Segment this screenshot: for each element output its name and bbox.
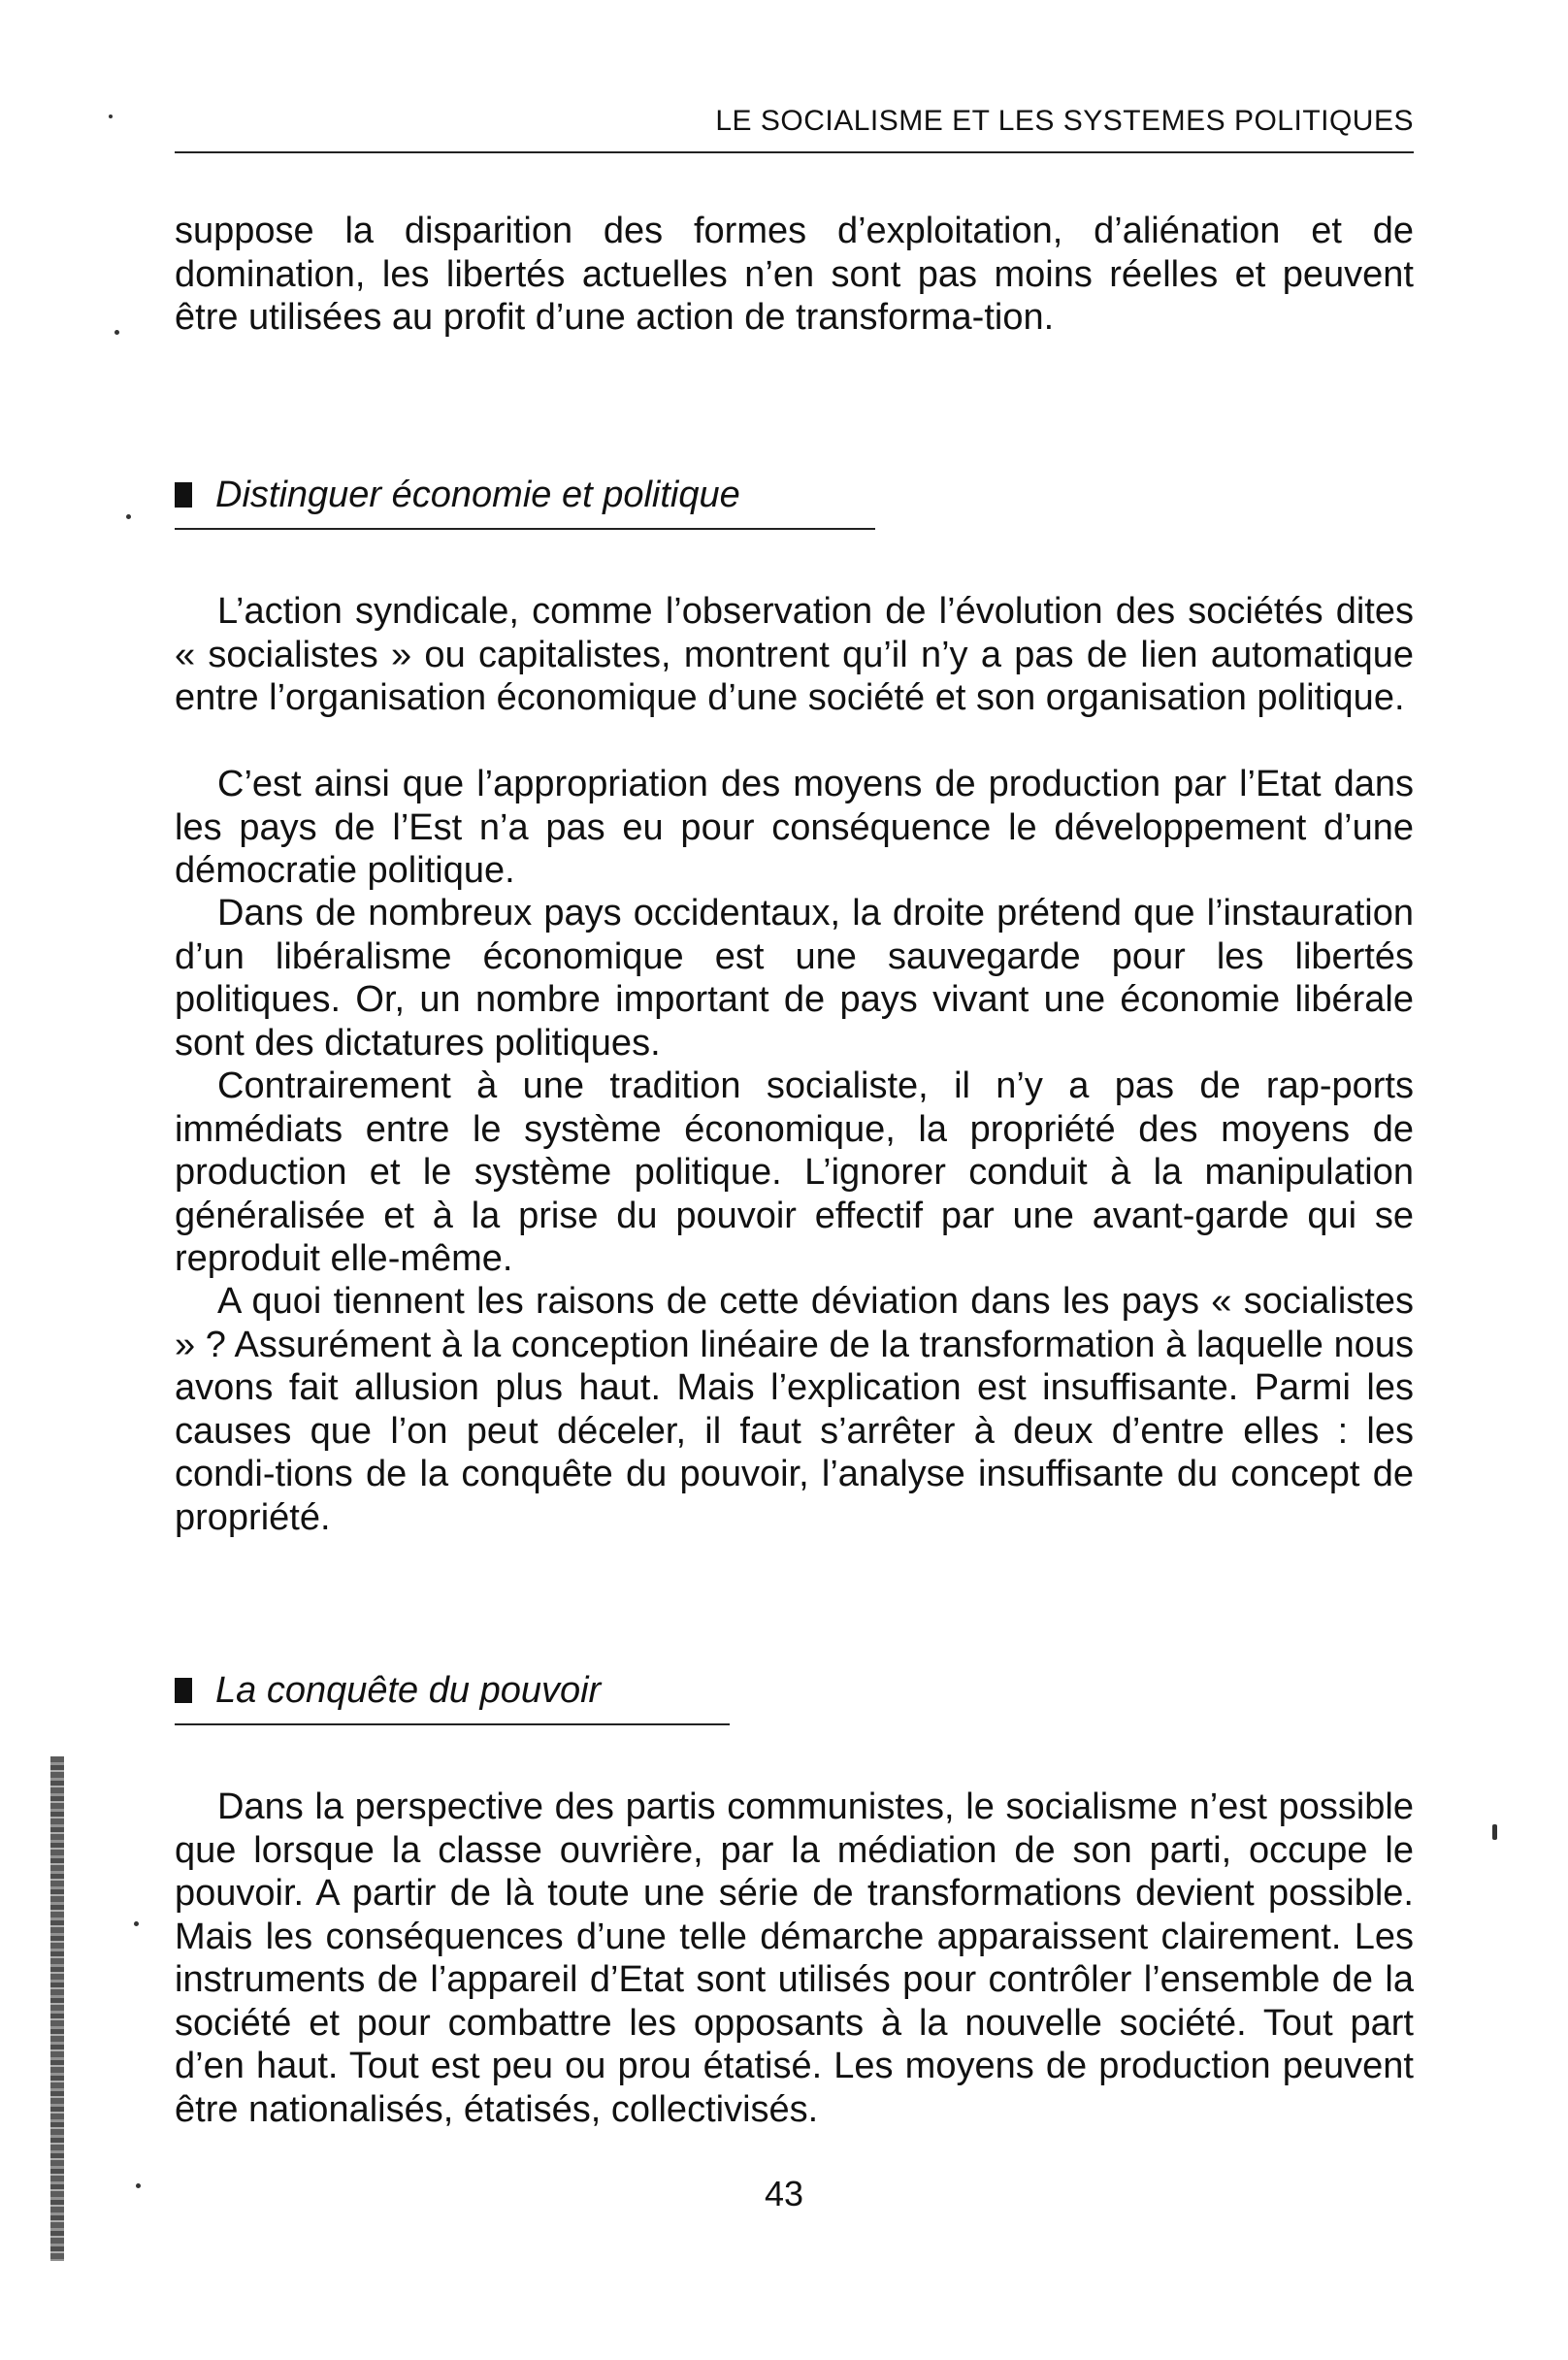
running-head: LE SOCIALISME ET LES SYSTEMES POLITIQUES [715,105,1414,137]
paragraph: Contrairement à une tradition socialiste, il n’y a pas de rap-ports immédiats entre le système économique, la propriété des moyens de production et le système politique. L’ignorer conduit à la manipulation généralisée et à la prise du pouvoir effectif par une avant-garde qui se reproduit elle-même. [175,1065,1414,1279]
scan-mark [1492,1824,1497,1840]
square-bullet-icon [175,482,192,508]
section-heading-conquest-of-power [175,1669,601,1712]
square-bullet-icon [175,1678,192,1703]
paragraph: Dans la perspective des partis communistes, le socialisme n’est possible que lorsque la classe ouvrière, par la médiation de son parti, occupe le pouvoir. A partir de là toute une série de transformations devient possible. Mais les conséquences d’une telle démarche apparaissent clairement. Les instruments de l’appareil d’Etat sont utilisés pour contrôler l’ensemble de la société et pour combattre les opposants à la nouvelle société. Tout part d’en haut. Tout est peu ou prou étatisé. Les moyens de production peuvent être nationalisés, étatisés, collectivisés. [175,1786,1414,2130]
header-rule [175,151,1414,153]
section-title-rule [175,1723,730,1725]
scan-speck [134,1921,139,1926]
binding-shadow [50,1756,64,2261]
paragraph: A quoi tiennent les raisons de cette déviation dans les pays « socialistes » ? Assurément à la conception linéaire de la transformation à laquelle nous avons fait allusion plus haut. Mais l’explication est insuffisante. Parmi les causes que l’on peut déceler, il faut s’arrêter à deux d’entre elles : les condi-tions de la conquête du pouvoir, l’analyse insuffisante du concept de propriété. [175,1281,1414,1538]
paragraph: C’est ainsi que l’appropriation des moyens de production par l’Etat dans les pays de l’Est n’a pas eu pour conséquence le développement d’une démocratie politique. [175,764,1414,891]
paragraph: L’action syndicale, comme l’observation de l’évolution des sociétés dites « socialistes » ou capitalistes, montrent qu’il n’y a pas de lien automatique entre l’organisation économique d’une société et son organisation politique. [175,591,1414,718]
scan-speck [109,115,113,118]
page-number: 43 [764,2174,804,2213]
scan-speck [136,2183,141,2188]
section-heading-economy-politics [175,474,740,516]
paragraph-continuation: suppose la disparition des formes d’exploitation, d’aliénation et de domination, les libertés actuelles n’en sont pas moins réelles et peuvent être utilisées au profit d’une action de transforma-tion. [175,211,1414,338]
scan-speck [114,330,119,335]
paragraph: Dans de nombreux pays occidentaux, la droite prétend que l’instauration d’un libéralisme économique est une sauvegarde pour les libertés politiques. Or, un nombre important de pays vivant une économie libérale sont des dictatures politiques. [175,893,1414,1064]
section-title: Distinguer économie et politique [215,475,740,515]
scan-speck [126,514,131,519]
section-title-rule [175,528,875,530]
section-title: La conquête du pouvoir [215,1670,602,1711]
